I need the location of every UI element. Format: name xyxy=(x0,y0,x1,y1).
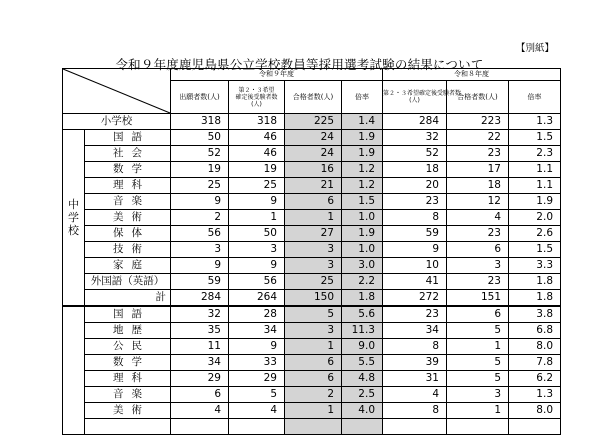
cell-ratio-r8: 2.3 xyxy=(509,146,561,162)
document-title: 令和９年度鹿児島県公立学校教員等採用選考試験の結果について xyxy=(115,57,484,72)
cell-passers: 225 xyxy=(285,114,342,130)
cell-passers: 6 xyxy=(285,355,342,371)
subject-label: 国語 xyxy=(85,306,171,323)
cell-applicants: 34 xyxy=(171,355,229,371)
table-row xyxy=(63,274,561,290)
table-row-cutoff xyxy=(63,419,561,435)
table-row xyxy=(63,339,561,355)
subject-label: 音楽 xyxy=(85,387,171,403)
cell-examinees: 19 xyxy=(229,162,285,178)
cell-ratio-r8: 8.0 xyxy=(509,339,561,355)
cell-passers: 21 xyxy=(285,178,342,194)
cell-examinees: 46 xyxy=(229,130,285,146)
cell-applicants: 29 xyxy=(171,371,229,387)
cell-passers-r8: 1 xyxy=(447,339,509,355)
table-row xyxy=(63,226,561,242)
cell-passers: 6 xyxy=(285,194,342,210)
table-row xyxy=(63,355,561,371)
subject-label: 国語 xyxy=(85,130,171,146)
table-row xyxy=(63,146,561,162)
cell-ratio: 5.5 xyxy=(342,355,383,371)
cell-ratio-r8: 6.8 xyxy=(509,323,561,339)
cell-ratio: 2.5 xyxy=(342,387,383,403)
group-label-high-school xyxy=(63,306,85,435)
empty-cell xyxy=(85,419,171,435)
cell-ratio-r8: 2.6 xyxy=(509,226,561,242)
cell-examinees-r8: 8 xyxy=(383,403,447,419)
header-r9-year: 令和９年度 xyxy=(171,69,383,81)
header-r8-year: 令和８年度 xyxy=(383,69,561,81)
cell-applicants: 11 xyxy=(171,339,229,355)
cell-examinees-r8: 23 xyxy=(383,306,447,323)
cell-ratio: 1.8 xyxy=(342,290,383,307)
subject-label: 数学 xyxy=(85,355,171,371)
cell-passers-r8: 5 xyxy=(447,323,509,339)
cell-ratio: 1.9 xyxy=(342,226,383,242)
annex-label: 【別紙】 xyxy=(516,43,555,54)
cell-passers: 1 xyxy=(285,210,342,226)
cell-passers: 150 xyxy=(285,290,342,307)
cell-examinees-r8: 8 xyxy=(383,210,447,226)
cell-passers-r8: 151 xyxy=(447,290,509,307)
cell-examinees: 56 xyxy=(229,274,285,290)
subject-label: 公民 xyxy=(85,339,171,355)
cell-passers: 27 xyxy=(285,226,342,242)
cell-passers-r8: 1 xyxy=(447,403,509,419)
cell-ratio-r8: 8.0 xyxy=(509,403,561,419)
cell-examinees: 29 xyxy=(229,371,285,387)
subject-label: 家庭 xyxy=(85,258,171,274)
table-row xyxy=(63,210,561,226)
cell-passers: 3 xyxy=(285,242,342,258)
cell-examinees-r8: 23 xyxy=(383,194,447,210)
subject-label: 保体 xyxy=(85,226,171,242)
cell-ratio: 1.5 xyxy=(342,194,383,210)
cell-ratio: 2.2 xyxy=(342,274,383,290)
cell-passers: 3 xyxy=(285,258,342,274)
subject-label: 理科 xyxy=(85,178,171,194)
header-diagonal-cell xyxy=(63,69,171,114)
cell-ratio-r8: 2.0 xyxy=(509,210,561,226)
cell-examinees: 34 xyxy=(229,323,285,339)
table-row xyxy=(63,162,561,178)
cell-ratio: 1.2 xyxy=(342,178,383,194)
cell-ratio: 11.3 xyxy=(342,323,383,339)
table-row xyxy=(63,258,561,274)
cell-examinees-r8: 272 xyxy=(383,290,447,307)
cell-ratio: 1.9 xyxy=(342,146,383,162)
subject-label: 美術 xyxy=(85,210,171,226)
subject-label: 社会 xyxy=(85,146,171,162)
empty-cell xyxy=(447,419,509,435)
header-passers: 合格者数(人) xyxy=(285,81,342,114)
cell-examinees-r8: 18 xyxy=(383,162,447,178)
cell-applicants: 56 xyxy=(171,226,229,242)
cell-ratio: 1.0 xyxy=(342,210,383,226)
cell-applicants: 59 xyxy=(171,274,229,290)
row-label-elementary: 小学校 xyxy=(63,114,171,130)
cell-examinees: 9 xyxy=(229,339,285,355)
cell-applicants: 19 xyxy=(171,162,229,178)
cell-ratio-r8: 3.3 xyxy=(509,258,561,274)
header-examinees: 第２・３希望 確定後受験者数 (人) xyxy=(229,81,285,114)
cell-ratio: 1.0 xyxy=(342,242,383,258)
table-row xyxy=(63,371,561,387)
cell-examinees: 9 xyxy=(229,194,285,210)
cell-passers: 24 xyxy=(285,130,342,146)
cell-ratio: 1.9 xyxy=(342,130,383,146)
cell-passers-r8: 5 xyxy=(447,355,509,371)
cell-examinees: 1 xyxy=(229,210,285,226)
cell-ratio-r8: 6.2 xyxy=(509,371,561,387)
table-row xyxy=(63,178,561,194)
cell-ratio-r8: 1.5 xyxy=(509,242,561,258)
cell-applicants: 6 xyxy=(171,387,229,403)
table-row xyxy=(63,306,561,323)
cell-ratio-r8: 1.5 xyxy=(509,130,561,146)
empty-cell xyxy=(509,419,561,435)
cell-applicants: 35 xyxy=(171,323,229,339)
cell-examinees: 3 xyxy=(229,242,285,258)
cell-passers: 3 xyxy=(285,323,342,339)
cell-applicants: 3 xyxy=(171,242,229,258)
cell-ratio: 4.0 xyxy=(342,403,383,419)
cell-examinees: 5 xyxy=(229,387,285,403)
cell-examinees: 33 xyxy=(229,355,285,371)
cell-ratio: 5.6 xyxy=(342,306,383,323)
cell-passers-r8: 23 xyxy=(447,274,509,290)
cell-passers: 1 xyxy=(285,403,342,419)
cell-examinees: 46 xyxy=(229,146,285,162)
cell-passers: 25 xyxy=(285,274,342,290)
cell-examinees: 318 xyxy=(229,114,285,130)
cell-applicants: 284 xyxy=(171,290,229,307)
cell-examinees-r8: 34 xyxy=(383,323,447,339)
cell-passers: 24 xyxy=(285,146,342,162)
cell-passers-r8: 12 xyxy=(447,194,509,210)
cell-ratio-r8: 1.1 xyxy=(509,162,561,178)
table-row-total xyxy=(63,290,561,307)
cell-examinees-r8: 31 xyxy=(383,371,447,387)
cell-examinees-r8: 284 xyxy=(383,114,447,130)
cell-ratio-r8: 1.8 xyxy=(509,290,561,307)
cell-ratio: 3.0 xyxy=(342,258,383,274)
cell-ratio: 4.8 xyxy=(342,371,383,387)
cell-passers: 1 xyxy=(285,339,342,355)
cell-examinees-r8: 41 xyxy=(383,274,447,290)
cell-ratio-r8: 1.1 xyxy=(509,178,561,194)
cell-passers: 2 xyxy=(285,387,342,403)
subject-label: 美術 xyxy=(85,403,171,419)
cell-applicants: 25 xyxy=(171,178,229,194)
table-row xyxy=(63,194,561,210)
cell-ratio-r8: 1.8 xyxy=(509,274,561,290)
cell-examinees-r8: 8 xyxy=(383,339,447,355)
cell-examinees-r8: 4 xyxy=(383,387,447,403)
cell-examinees: 28 xyxy=(229,306,285,323)
cell-ratio: 1.4 xyxy=(342,114,383,130)
cell-passers-r8: 223 xyxy=(447,114,509,130)
subject-label: 地歴 xyxy=(85,323,171,339)
cell-passers: 5 xyxy=(285,306,342,323)
cell-ratio: 9.0 xyxy=(342,339,383,355)
cell-examinees-r8: 32 xyxy=(383,130,447,146)
table-row xyxy=(63,387,561,403)
empty-cell xyxy=(342,419,383,435)
cell-applicants: 32 xyxy=(171,306,229,323)
subject-label: 外国語（英語） xyxy=(85,274,171,290)
cell-examinees: 264 xyxy=(229,290,285,307)
cell-passers: 6 xyxy=(285,371,342,387)
cell-passers-r8: 17 xyxy=(447,162,509,178)
cell-passers-r8: 6 xyxy=(447,306,509,323)
cell-applicants: 2 xyxy=(171,210,229,226)
table-row xyxy=(63,242,561,258)
cell-ratio-r8: 3.8 xyxy=(509,306,561,323)
header-applicants: 出願者数(人) xyxy=(171,81,229,114)
cell-examinees: 50 xyxy=(229,226,285,242)
cell-passers-r8: 18 xyxy=(447,178,509,194)
cell-applicants: 9 xyxy=(171,258,229,274)
cell-passers-r8: 23 xyxy=(447,146,509,162)
header-ratio: 倍率 xyxy=(342,81,383,114)
cell-examinees-r8: 10 xyxy=(383,258,447,274)
cell-ratio-r8: 1.3 xyxy=(509,387,561,403)
subject-label: 音楽 xyxy=(85,194,171,210)
empty-cell xyxy=(285,419,342,435)
row-label-total: 計 xyxy=(85,290,171,307)
header-ratio-r8: 倍率 xyxy=(509,81,561,114)
header-passers-r8: 合格者数(人) xyxy=(447,81,509,114)
table-row xyxy=(63,323,561,339)
subject-label: 技術 xyxy=(85,242,171,258)
cell-passers-r8: 6 xyxy=(447,242,509,258)
cell-passers-r8: 5 xyxy=(447,371,509,387)
subject-label: 数学 xyxy=(85,162,171,178)
subject-label: 理科 xyxy=(85,371,171,387)
cell-passers-r8: 4 xyxy=(447,210,509,226)
cell-applicants: 50 xyxy=(171,130,229,146)
cell-ratio: 1.2 xyxy=(342,162,383,178)
cell-applicants: 52 xyxy=(171,146,229,162)
cell-examinees: 4 xyxy=(229,403,285,419)
empty-cell xyxy=(229,419,285,435)
cell-ratio-r8: 1.9 xyxy=(509,194,561,210)
group-label-junior-high: 中 学 校 xyxy=(63,130,85,307)
cell-examinees-r8: 9 xyxy=(383,242,447,258)
results-table-body xyxy=(63,114,561,435)
cell-applicants: 4 xyxy=(171,403,229,419)
cell-passers-r8: 3 xyxy=(447,258,509,274)
empty-cell xyxy=(383,419,447,435)
header-examinees-r8: 第２・３希望確定後受験者数 (人) xyxy=(383,81,447,114)
results-table xyxy=(62,68,561,435)
cell-passers-r8: 22 xyxy=(447,130,509,146)
cell-passers-r8: 3 xyxy=(447,387,509,403)
cell-ratio-r8: 7.8 xyxy=(509,355,561,371)
empty-cell xyxy=(171,419,229,435)
table-row-elementary xyxy=(63,114,561,130)
cell-applicants: 9 xyxy=(171,194,229,210)
cell-examinees-r8: 52 xyxy=(383,146,447,162)
table-row xyxy=(63,403,561,419)
cell-examinees-r8: 59 xyxy=(383,226,447,242)
table-row xyxy=(63,130,561,146)
cell-ratio-r8: 1.3 xyxy=(509,114,561,130)
cell-applicants: 318 xyxy=(171,114,229,130)
cell-examinees: 25 xyxy=(229,178,285,194)
cell-examinees-r8: 20 xyxy=(383,178,447,194)
cell-passers-r8: 23 xyxy=(447,226,509,242)
cell-examinees-r8: 39 xyxy=(383,355,447,371)
cell-examinees: 9 xyxy=(229,258,285,274)
cell-passers: 16 xyxy=(285,162,342,178)
